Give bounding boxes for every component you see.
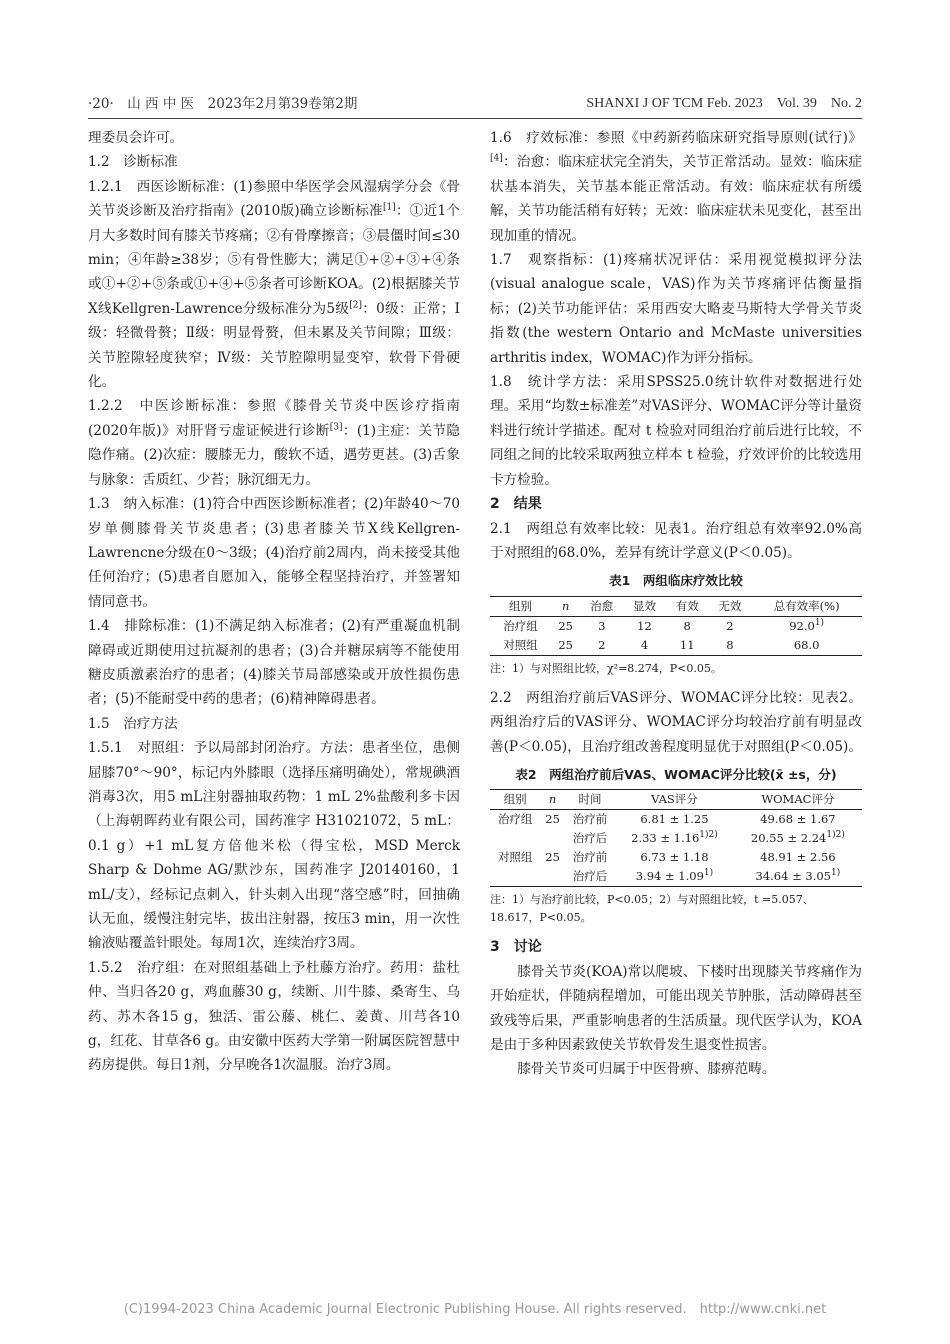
table-row [490,829,862,848]
paragraph-efficacy-criteria [490,126,862,248]
table1-title: 表1 两组临床疗效比较 [609,573,743,589]
table1-cell: 12 [637,618,652,633]
table1-note: 注：1）与对照组比较，χ²=8.274，P<0.05。 [490,661,722,675]
value: 3.94 ± 1.09 [635,869,704,884]
table-row [490,616,862,636]
table1-header: 有效 [675,598,699,613]
header-right: SHANXI J OF TCM Feb. 2023 Vol. 39 No. 2 [586,96,862,111]
table1-header: 无效 [718,598,742,613]
table2 [490,789,862,887]
text-run: 1.2.2 中医诊断标准：参照《膝骨关节炎中医诊疗指南(2020年版)》对肝肾亏虚证候进行诊断 [88,398,460,439]
left-column [88,126,460,1078]
header-rule [88,118,862,119]
paragraph-treatment-group: 1.5.2 治疗组：在对照组基础上予杜藤方治疗。药用：盐杜仲、当归各20 g，鸡血藤30 g，续断、川牛膝、桑寄生、乌药、苏木各15 g，独活、雷公藤、桃仁、姜黄、川芎各10 g，红花、甘草各6 g。由安徽中医药大学第一附属医院智慧中药房提供。每日1剂，分早晚各1次温服。治疗3周。 [88,959,460,1074]
value: 92.0 [789,618,815,633]
table2-cell: 25 [545,850,560,865]
footnote-mark: 1) [831,868,841,879]
paragraph-inclusion: 1.3 纳入标准：(1)符合中西医诊断标准者；(2)年龄40～70岁单侧膝骨关节炎患者；(3)患者膝关节X线Kellgren-Lawrencne分级在0～3级；(4)治疗前2周内，尚未接受其他任何治疗；(5)患者自愿加入，能够全程坚持治疗，并签署知情同意书。 [88,496,460,610]
table1-cell: 8 [726,637,734,652]
value: 48.91 ± 2.56 [760,850,836,865]
paragraph-exclusion: 1.4 排除标准：(1)不满足纳入标准者；(2)有严重凝血机制障碍或近期使用过抗凝剂的患者；(3)合并糖尿病等不能使用糖皮质激素治疗的患者；(4)膝关节局部感染或开放性损伤患者；(5)不能耐受中药的患者；(6)精神障碍患者。 [88,618,460,708]
table1-header: 显效 [633,598,656,613]
table1 [490,596,862,656]
value: 6.81 ± 1.25 [640,812,709,827]
paragraph-control-group: 1.5.1 对照组：予以局部封闭治疗。方法：患者坐位，患侧屈膝70°～90°，标记内外膝眼（选择压痛明确处），常规碘酒消毒3次，用5 mL注射器抽取药物：1 mL 2%盐酸利多卡因（上海朝晖药业有限公司，国药准字 H31021072，5 mL：0.1 g）+1 mL复方倍他米松（得宝松，MSD Merck Sharp & Dohme AG/默沙东，国药准字 J20140160，1 mL/支），经标记点刺入，针头刺入出现“落空感”时，回抽确认无血，缓慢注射完毕，拔出注射器，按压3 min，用一次性输液贴覆盖针眼处。每周1次，连续治疗3周。 [88,740,460,952]
table1-header: n [561,598,570,613]
table1-cell: 25 [558,618,573,633]
table2-cell [540,829,564,848]
table2-cell [490,867,540,887]
table1-cell: 4 [640,637,649,652]
table2-cell: 治疗后 [572,869,608,884]
table-row [490,810,862,830]
text-run: ：(1)主症：关节隐隐作痛。(2)次症：腰膝无力，酸软不适，遇劳更甚。(3)舌象与脉象：舌质红、少苔；脉沉细无力。 [88,422,460,488]
value: 2.33 ± 1.16 [631,831,700,846]
copyright-footer: (C)1994-2023 China Academic Journal Electronic Publishing House. All rights reserved. http://www.cnki.net [123,1302,827,1317]
table1-header: 组别 [508,598,532,613]
table1-cell: 2 [598,637,606,652]
table1-cell: 治疗组 [503,618,538,633]
table2-title: 表2 两组治疗前后VAS、WOMAC评分比较(x̄ ±s，分) [515,766,837,782]
section-heading: 1.5 治疗方法 [88,715,178,732]
paragraph-statistics: 1.8 统计学方法：采用SPSS25.0统计软件对数据进行处理。采用“均数±标准差”对VAS评分、WOMAC评分等计量资料进行统计学描述。配对 t 检验对同组治疗前后进行比较，不同组之间的比较采取两独立样本 t 检验，疗效评价的比较选用卡方检验。 [490,374,862,488]
running-header [88,92,862,114]
table2-note: 注：1）与治疗前比较，P<0.05；2）与对照组比较，t =5.057、18.617，P<0.05。 [490,893,814,925]
table1-cell: 3 [598,618,606,633]
value: 20.55 ± 2.24 [750,831,827,846]
citation: [1] [382,202,396,213]
table2-cell [540,867,564,887]
paragraph-discussion-1: 膝骨关节炎(KOA)常以爬坡、下楼时出现膝关节疼痛作为开始症状，伴随病程增加，可能出现关节肿胀，活动障碍甚至致残等后果，严重影响患者的生活质量。现代医学认为，KOA是由于多种因素致使关节软骨发生退变性损害。 [490,963,862,1053]
header-left: ·20· 山 西 中 医 2023年2月第39卷第2期 [88,96,358,112]
table1-cell: 对照组 [503,637,538,652]
citation: [2] [349,300,362,311]
text-run: ：①近1个月大多数时间有膝关节疼痛；②有骨摩擦音；③晨僵时间≤30 min；④年龄≥38岁；⑤有骨性膨大；满足①+②+③+④条或①+②+⑤条或①+④+⑤条者可诊断KOA。(2)根据膝关节X线Kellgren-Lawrence分级标准分为5级 [88,203,460,317]
table2-cell: 25 [545,812,560,827]
table-row [490,867,862,887]
table2-header: VAS评分 [651,792,698,807]
value: 34.64 ± 3.05 [755,869,831,884]
text-run: 1.6 疗效标准：参照《中药新药临床研究指导原则(试行)》 [490,130,862,146]
footnote-mark: 1)2) [699,830,718,841]
paragraph-tcm-diagnosis [88,394,460,492]
table1-cell: 11 [679,637,695,652]
citation: [4] [490,153,503,164]
table2-cell [615,867,734,887]
footnote-mark: 1) [814,617,825,628]
table2-cell [615,848,734,867]
text-run: ：治愈：临床症状完全消失，关节正常活动。显效：临床症状基本消失，关节基本能正常活动。有效：临床症状有所缓解，关节功能活稍有好转；无效：临床症状未见变化，甚至出现加重的情况。 [490,154,862,244]
text-run: 1.2.1 西医诊断标准：(1)参照中华医学会风湿病学分会《骨关节炎诊断及治疗指南》(2010版)确立诊断标准 [88,178,460,220]
text-run: ：0级：正常；Ⅰ级：轻微骨赘；Ⅱ级：明显骨赘，但未累及关节间隙；Ⅲ级：关节腔隙轻度狭窄；Ⅳ级：关节腔隙明显变窄，软骨下骨硬化。 [88,300,460,391]
paragraph-indicators: 1.7 观察指标：(1)疼痛状况评估：采用视觉模拟评分法(visual analogue scale，VAS)作为关节疼痛评估衡量指标；(2)关节功能评估：采用西安大略麦马斯特大学骨关节炎指数(the western Ontario and McMaste universities arthritis index，WOMAC)作为评分指标。 [490,252,862,366]
footnote-mark: 1)2) [826,830,845,841]
value: 49.68 ± 1.67 [760,812,836,827]
table2-cell [734,867,862,887]
table1-cell: 2 [726,618,734,633]
citation: [3] [329,422,343,433]
table2-cell [615,829,734,848]
table-row [490,848,862,867]
table2-cell [734,829,862,848]
paragraph-discussion-2: 膝骨关节炎可归属于中医骨痹、膝痹范畴。 [517,1061,776,1078]
table2-cell: 对照组 [497,850,533,865]
table2-cell: 治疗后 [572,831,608,846]
paragraph-western-diagnosis [88,175,460,395]
section-heading-discussion: 3 讨论 [490,939,542,956]
table2-cell: 治疗前 [572,850,608,865]
table2-cell [615,810,734,830]
section-heading: 1.2 诊断标准 [88,154,178,171]
table1-header: 治愈 [590,598,614,613]
table2-cell [490,829,540,848]
table2-header: WOMAC评分 [761,792,835,807]
table2-cell [734,810,862,830]
table2-cell: 治疗组 [497,812,533,827]
footnote-mark: 1) [703,868,714,879]
paragraph-result-2: 2.2 两组治疗前后VAS评分、WOMAC评分比较：见表2。两组治疗后的VAS评分、WOMAC评分均较治疗前有明显改善(P＜0.05)，且治疗组改善程度明显优于对照组(P＜0.05)。 [490,689,862,755]
paragraph-result-1: 2.1 两组总有效率比较：见表1。治疗组总有效率92.0%高于对照组的68.0%，差异有统计学意义(P＜0.05)。 [490,520,862,561]
table1-header: 总有效率(%) [773,598,840,613]
table2-header: 组别 [503,792,527,807]
table2-cell [734,848,862,867]
table1-cell: 8 [683,618,691,633]
table1-cell [751,616,862,636]
right-column [490,126,862,1082]
table2-cell: 治疗前 [572,812,608,827]
table2-header: n [548,792,557,807]
value: 6.73 ± 1.18 [640,850,709,865]
table1-cell: 25 [558,637,573,652]
table1-cell: 68.0 [793,637,820,652]
section-heading-results: 2 结果 [490,496,542,513]
paragraph: 理委员会许可。 [88,130,184,146]
table2-header: 时间 [578,792,602,807]
table-row [490,636,862,656]
